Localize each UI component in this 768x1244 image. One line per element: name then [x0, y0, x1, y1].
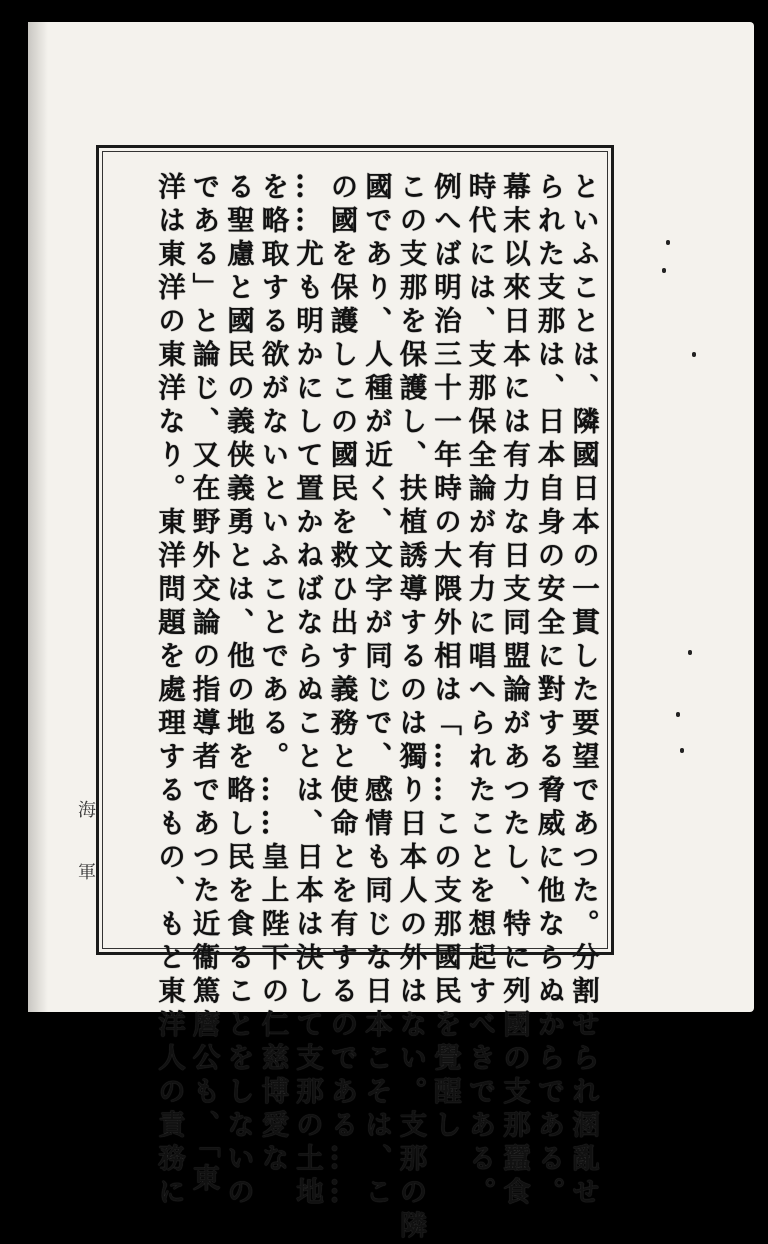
- text-column: を略取する欲がないといふことである。……皇上陛下の仁慈博愛な: [256, 172, 289, 1177]
- ink-speck: [688, 650, 692, 655]
- ink-speck: [662, 268, 666, 273]
- text-column: 洋は東洋の東洋なり。東洋問題を處理するもの、もと東洋人の責務に: [153, 172, 185, 1211]
- ink-speck: [666, 240, 670, 245]
- text-column: る聖慮と國民の義侠義勇とは、他の地を略し民を食ることをしないの: [222, 172, 254, 1211]
- text-column: 幕末以來日本には有力な日支同盟論があつたし、特に列國の支那蠶食: [498, 172, 530, 1211]
- text-column: の國を保護しこの國民を救ひ出す義務と使命とを有するのである……: [325, 172, 358, 1211]
- text-column: 國であり、人種が近く、文字が同じで、感情も同じな日本こそは、こ: [360, 172, 392, 1211]
- body-text: [114, 172, 600, 1244]
- text-column: といふことは、隣國日本の一貫した要望であつた。分割せられ溷亂せ: [567, 172, 599, 1211]
- text-column: 例へば明治三十一年時の大隈外相は「……この支那國民を覺醒し: [429, 172, 461, 1144]
- margin-label: 海軍: [75, 800, 96, 924]
- page-edge: [28, 22, 48, 1012]
- text-column: られた支那は、日本自身の安全に對する脅威に他ならぬからである。: [532, 172, 565, 1211]
- text-column: ……尤も明かにして置かねばならぬことは、日本は決して支那の土地: [291, 172, 323, 1211]
- text-column: 時代には、支那保全論が有力に唱へられたことを想起すべきである。: [463, 172, 496, 1211]
- ink-speck: [692, 352, 696, 357]
- ink-speck: [680, 748, 684, 753]
- text-column: である」と論じ、又在野外交論の指導者であつた近衞篤麿公も、「東: [187, 172, 220, 1197]
- text-column: この支那を保護し、扶植誘導するのは獨り日本人の外はない。支那の隣: [394, 172, 427, 1244]
- ink-speck: [676, 712, 680, 717]
